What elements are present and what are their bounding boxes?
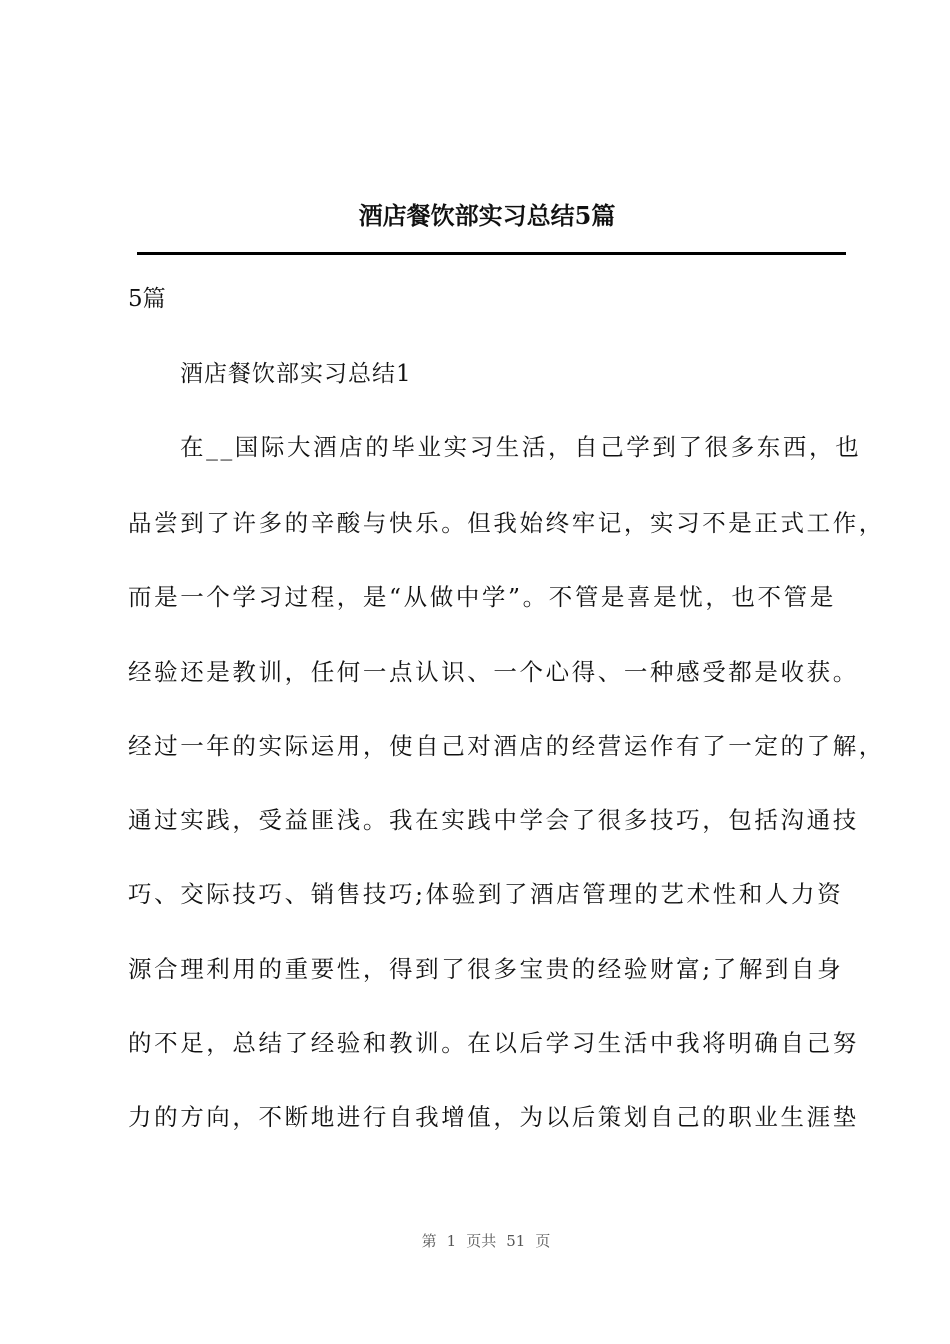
paragraph-line: 而是一个学习过程，是“从做中学”。不管是喜是忧，也不管是 xyxy=(128,583,836,611)
paragraph-line: 品尝到了许多的辛酸与快乐。但我始终牢记，实习不是正式工作， xyxy=(128,509,885,537)
document-title: 酒店餐饮部实习总结5篇 xyxy=(358,201,616,230)
paragraph-line: 源合理利用的重要性，得到了很多宝贵的经验财富;了解到自身 xyxy=(128,955,844,983)
paragraph-line: 的不足，总结了经验和教训。在以后学习生活中我将明确自己努 xyxy=(128,1029,859,1057)
paragraph-line: 巧、交际技巧、销售技巧;体验到了酒店管理的艺术性和人力资 xyxy=(128,880,844,908)
footer-prefix: 第 xyxy=(421,1232,437,1250)
paragraph-line: 经验还是教训，任何一点认识、一个心得、一种感受都是收获。 xyxy=(128,658,859,686)
paragraph-line: 通过实践，受益匪浅。我在实践中学会了很多技巧，包括沟通技 xyxy=(128,806,859,834)
paragraph-line: 力的方向，不断地进行自我增值，为以后策划自己的职业生涯垫 xyxy=(128,1103,859,1131)
page-footer xyxy=(0,1230,950,1251)
footer-suffix: 页 xyxy=(535,1232,551,1250)
paragraph-line: 经过一年的实际运用，使自己对酒店的经营运作有了一定的了解， xyxy=(128,732,885,760)
title-divider xyxy=(137,252,846,255)
footer-middle: 页共 xyxy=(466,1232,497,1250)
document-subtitle: 5篇 xyxy=(128,286,166,312)
footer-page-number: 1 xyxy=(446,1232,457,1250)
section-heading: 酒店餐饮部实习总结1 xyxy=(180,361,412,387)
paragraph-line: 在__国际大酒店的毕业实习生活，自己学到了很多东西，也 xyxy=(180,433,862,461)
footer-total-pages: 51 xyxy=(506,1232,526,1250)
